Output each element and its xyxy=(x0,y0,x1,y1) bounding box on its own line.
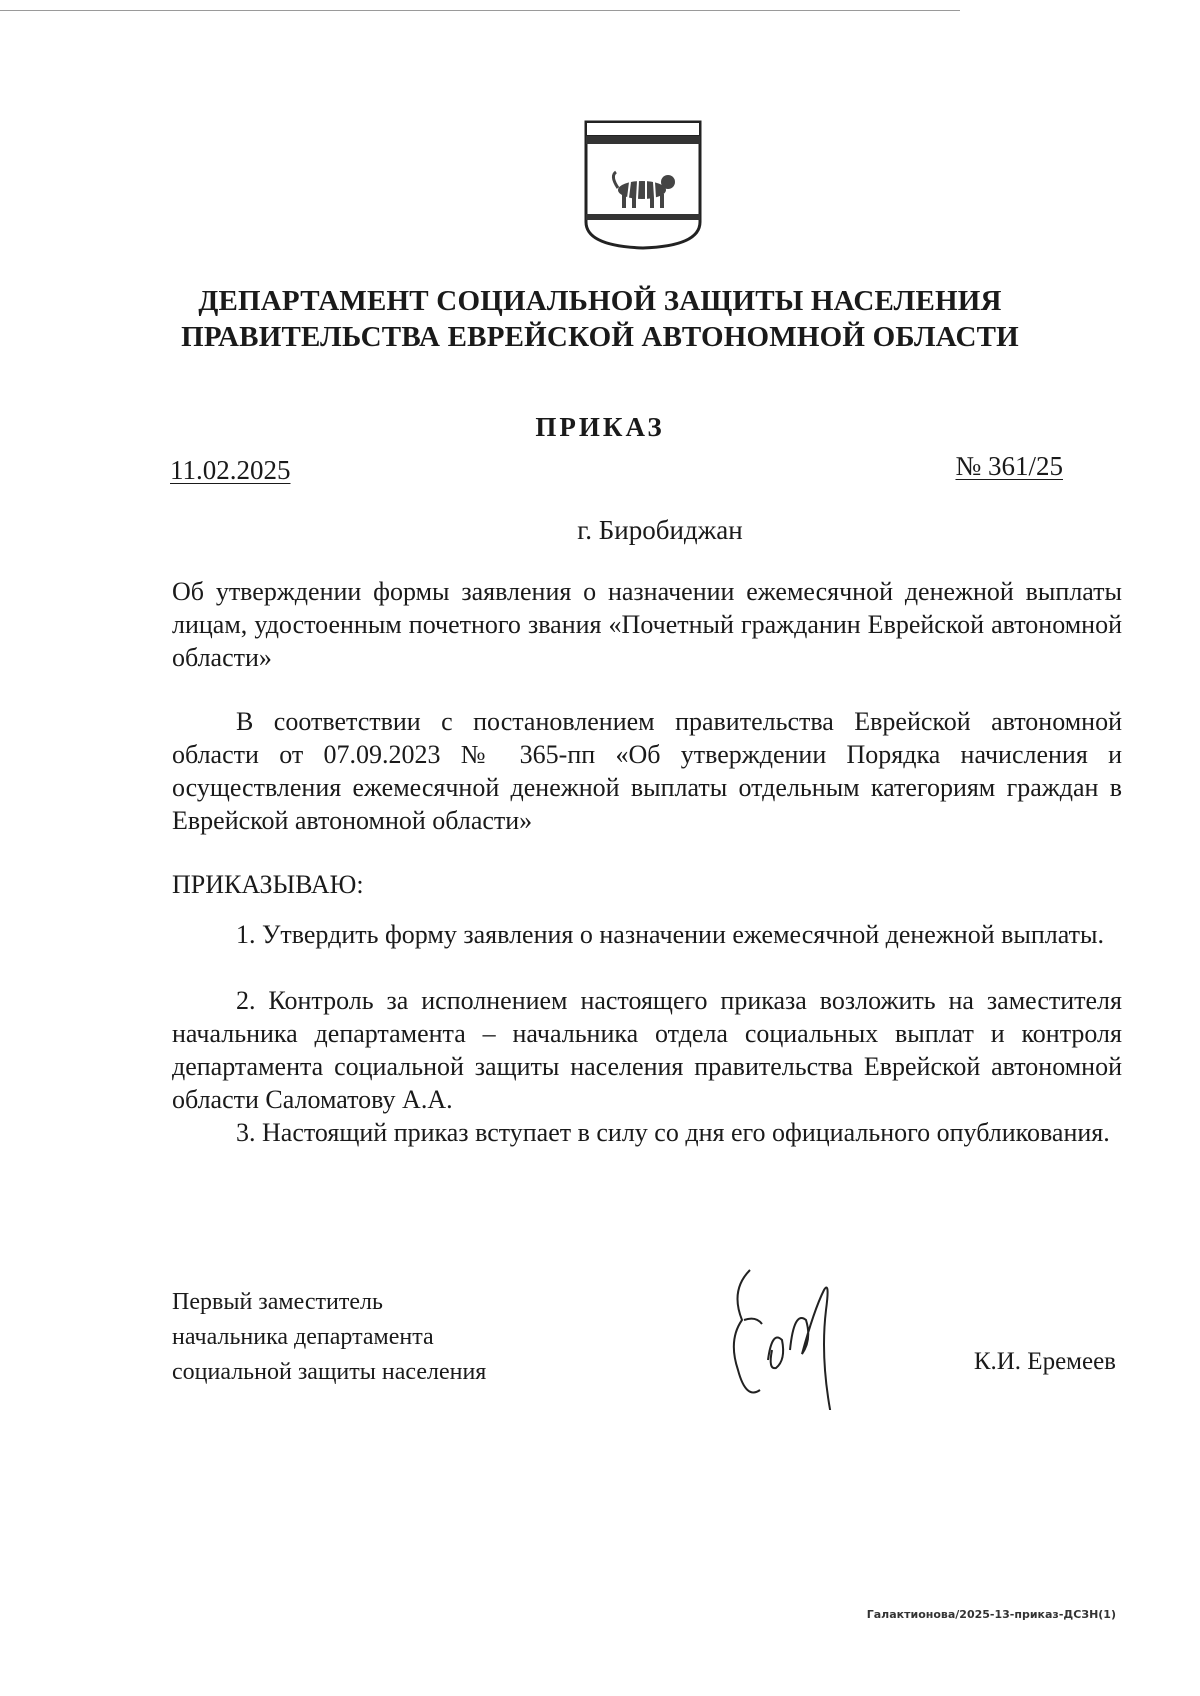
document-subject: Об утверждении формы заявления о назначении ежемесячной денежной выплаты лицам, удостоенным почетного звания «Почетный гражданин Еврейской автономной области» xyxy=(172,577,1122,672)
order-item-2: 2. Контроль за исполнением настоящего приказа возложить на заместителя начальника департамента – начальника отдела социальных выплат и контроля департамента социальной защиты населения правительства Еврейской автономной области Саломатову А.А. xyxy=(172,986,1122,1114)
order-item-1: 1. Утвердить форму заявления о назначении ежемесячной денежной выплаты. xyxy=(236,920,1104,949)
document-city: г. Биробиджан xyxy=(577,515,743,545)
signatory-position-line2: начальника департамента xyxy=(172,1324,434,1350)
signatory-position-line3: социальной защиты населения xyxy=(172,1359,487,1385)
document-number: № 361/25 xyxy=(955,451,1063,481)
department-header-line2: ПРАВИТЕЛЬСТВА ЕВРЕЙСКОЙ АВТОНОМНОЙ ОБЛАСТИ xyxy=(181,321,1019,353)
coat-of-arms-icon xyxy=(582,118,704,250)
scan-edge-line xyxy=(0,10,960,11)
handwritten-signature xyxy=(720,1250,860,1410)
signatory-name: К.И. Еремеев xyxy=(973,1348,1116,1375)
order-item-3: 3. Настоящий приказ вступает в силу со дня его официального опубликования. xyxy=(236,1118,1110,1147)
signatory-position-line1: Первый заместитель xyxy=(172,1289,383,1315)
preamble-paragraph: В соответствии с постановлением правительства Еврейской автономной области от 07.09.2023 № 365-пп «Об утверждении Порядка начисления и осуществления ежемесячной денежной выплаты отдельным категориям граждан в Еврейской автономной области» xyxy=(172,707,1122,835)
department-header-line1: ДЕПАРТАМЕНТ СОЦИАЛЬНОЙ ЗАЩИТЫ НАСЕЛЕНИЯ xyxy=(198,285,1002,317)
order-keyword: ПРИКАЗЫВАЮ: xyxy=(172,870,364,899)
signatory-position xyxy=(172,1285,486,1390)
document-footer-code: Галактионова/2025-13-приказ-ДСЗН(1) xyxy=(866,1608,1116,1621)
document-title: ПРИКАЗ xyxy=(535,412,665,442)
document-date: 11.02.2025 xyxy=(170,455,291,485)
